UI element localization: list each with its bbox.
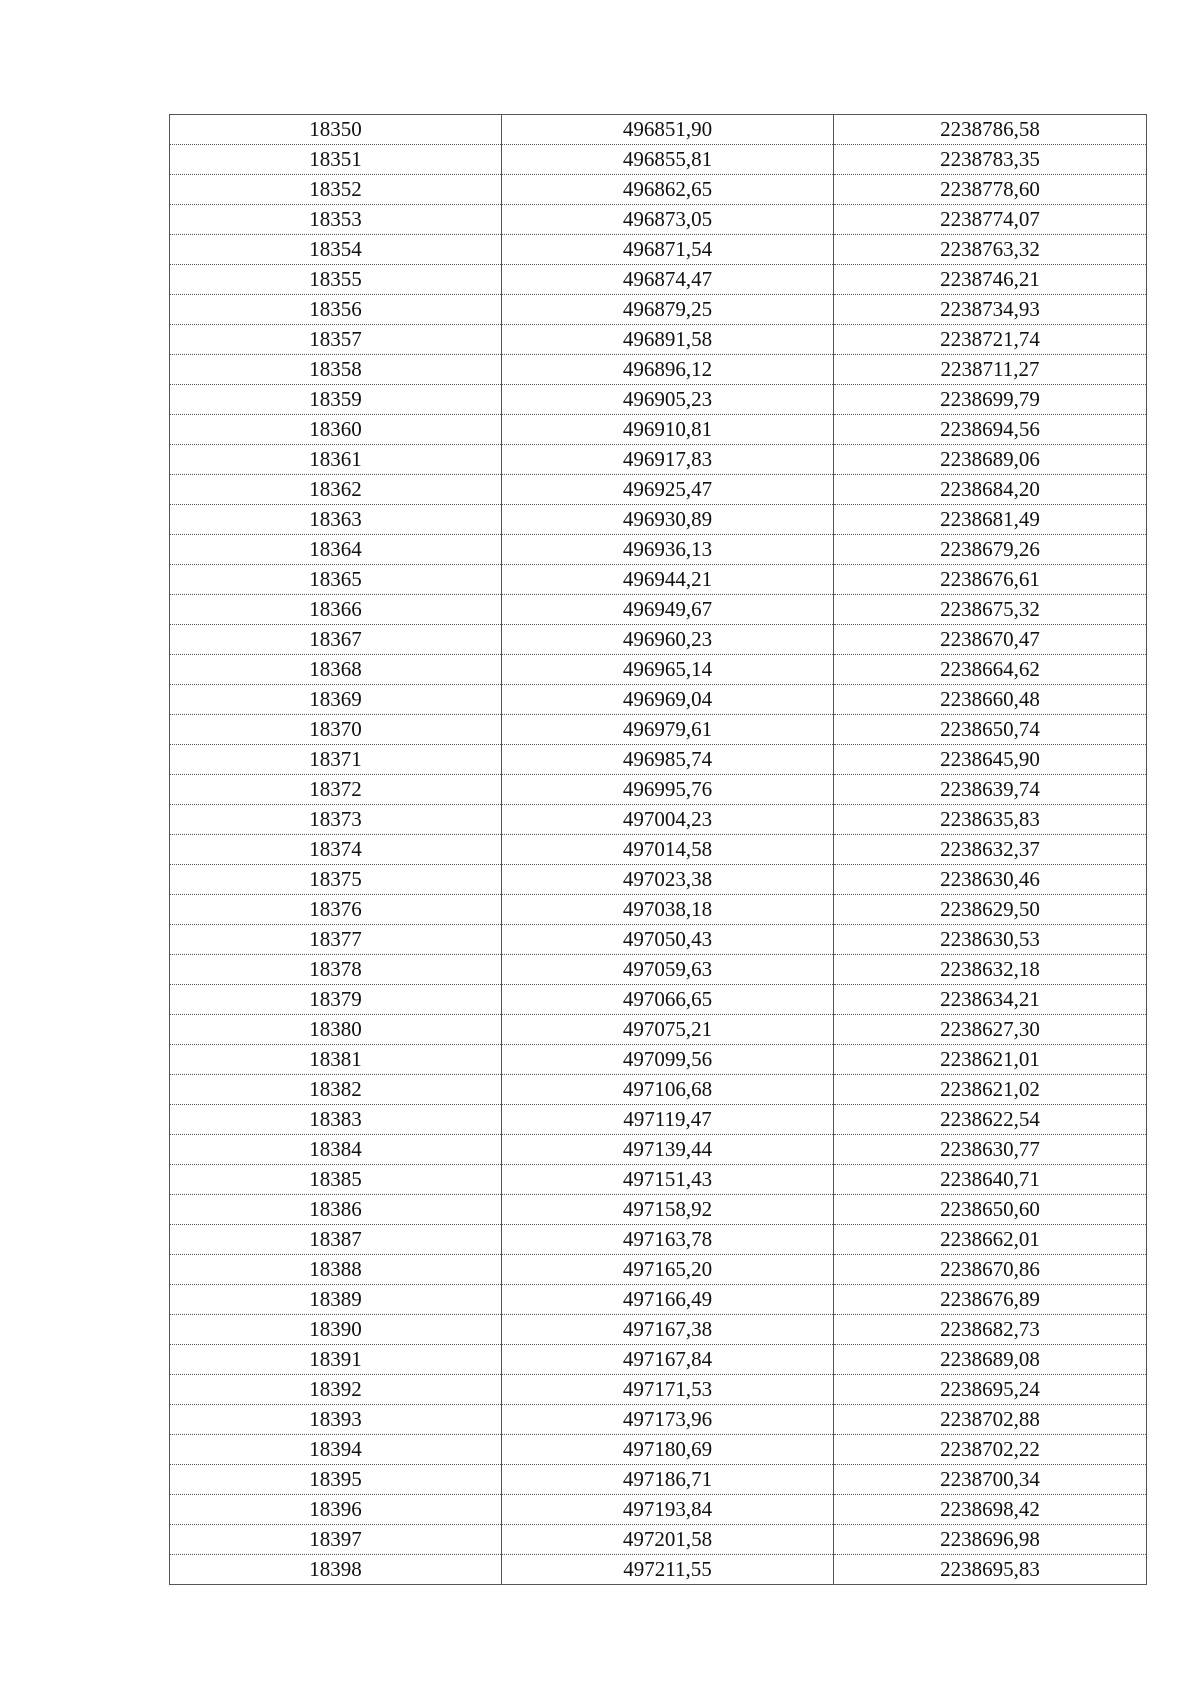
point-number-cell: 18360 [170,415,502,445]
y-coordinate-cell: 2238676,61 [834,565,1147,595]
x-coordinate-cell: 496917,83 [502,445,834,475]
table-row [170,625,1147,655]
x-coordinate-cell: 497059,63 [502,955,834,985]
y-coordinate-cell: 2238645,90 [834,745,1147,775]
x-coordinate-cell: 496891,58 [502,325,834,355]
point-number-cell: 18370 [170,715,502,745]
table-row [170,1405,1147,1435]
x-coordinate-cell: 497038,18 [502,895,834,925]
point-number-cell: 18357 [170,325,502,355]
x-coordinate-cell: 497099,56 [502,1045,834,1075]
y-coordinate-cell: 2238783,35 [834,145,1147,175]
x-coordinate-cell: 496871,54 [502,235,834,265]
y-coordinate-cell: 2238639,74 [834,775,1147,805]
point-number-cell: 18391 [170,1345,502,1375]
x-coordinate-cell: 496979,61 [502,715,834,745]
y-coordinate-cell: 2238763,32 [834,235,1147,265]
x-coordinate-cell: 496949,67 [502,595,834,625]
y-coordinate-cell: 2238702,22 [834,1435,1147,1465]
y-coordinate-cell: 2238640,71 [834,1165,1147,1195]
point-number-cell: 18369 [170,685,502,715]
x-coordinate-cell: 497163,78 [502,1225,834,1255]
table-row [170,715,1147,745]
table-row [170,655,1147,685]
point-number-cell: 18376 [170,895,502,925]
x-coordinate-cell: 497106,68 [502,1075,834,1105]
point-number-cell: 18361 [170,445,502,475]
y-coordinate-cell: 2238746,21 [834,265,1147,295]
y-coordinate-cell: 2238786,58 [834,115,1147,145]
table-row [170,835,1147,865]
x-coordinate-cell: 497165,20 [502,1255,834,1285]
table-row [170,805,1147,835]
y-coordinate-cell: 2238632,18 [834,955,1147,985]
x-coordinate-cell: 497166,49 [502,1285,834,1315]
x-coordinate-cell: 496879,25 [502,295,834,325]
table-row [170,1045,1147,1075]
point-number-cell: 18373 [170,805,502,835]
y-coordinate-cell: 2238664,62 [834,655,1147,685]
y-coordinate-cell: 2238632,37 [834,835,1147,865]
table-row [170,355,1147,385]
point-number-cell: 18368 [170,655,502,685]
y-coordinate-cell: 2238694,56 [834,415,1147,445]
point-number-cell: 18352 [170,175,502,205]
table-row [170,505,1147,535]
x-coordinate-cell: 496873,05 [502,205,834,235]
table-row [170,745,1147,775]
point-number-cell: 18388 [170,1255,502,1285]
y-coordinate-cell: 2238699,79 [834,385,1147,415]
point-number-cell: 18393 [170,1405,502,1435]
y-coordinate-cell: 2238662,01 [834,1225,1147,1255]
point-number-cell: 18356 [170,295,502,325]
table-row [170,895,1147,925]
y-coordinate-cell: 2238621,01 [834,1045,1147,1075]
table-row [170,925,1147,955]
table-row [170,955,1147,985]
x-coordinate-cell: 497023,38 [502,865,834,895]
y-coordinate-cell: 2238698,42 [834,1495,1147,1525]
point-number-cell: 18396 [170,1495,502,1525]
point-number-cell: 18385 [170,1165,502,1195]
x-coordinate-cell: 496910,81 [502,415,834,445]
x-coordinate-cell: 496855,81 [502,145,834,175]
x-coordinate-cell: 497167,38 [502,1315,834,1345]
point-number-cell: 18378 [170,955,502,985]
x-coordinate-cell: 496960,23 [502,625,834,655]
y-coordinate-cell: 2238711,27 [834,355,1147,385]
table-row [170,1495,1147,1525]
x-coordinate-cell: 496930,89 [502,505,834,535]
y-coordinate-cell: 2238695,83 [834,1555,1147,1585]
table-row [170,1015,1147,1045]
x-coordinate-cell: 497171,53 [502,1375,834,1405]
y-coordinate-cell: 2238650,60 [834,1195,1147,1225]
table-row [170,595,1147,625]
table-row [170,865,1147,895]
x-coordinate-cell: 497180,69 [502,1435,834,1465]
table-row [170,685,1147,715]
point-number-cell: 18355 [170,265,502,295]
y-coordinate-cell: 2238681,49 [834,505,1147,535]
x-coordinate-cell: 496874,47 [502,265,834,295]
table-row [170,325,1147,355]
point-number-cell: 18371 [170,745,502,775]
table-row [170,265,1147,295]
table-row [170,1255,1147,1285]
table-row [170,445,1147,475]
x-coordinate-cell: 496995,76 [502,775,834,805]
y-coordinate-cell: 2238629,50 [834,895,1147,925]
y-coordinate-cell: 2238778,60 [834,175,1147,205]
x-coordinate-cell: 496851,90 [502,115,834,145]
y-coordinate-cell: 2238689,08 [834,1345,1147,1375]
y-coordinate-cell: 2238695,24 [834,1375,1147,1405]
y-coordinate-cell: 2238700,34 [834,1465,1147,1495]
y-coordinate-cell: 2238721,74 [834,325,1147,355]
table-row [170,115,1147,145]
table-row [170,1525,1147,1555]
x-coordinate-cell: 496936,13 [502,535,834,565]
table-row [170,1075,1147,1105]
y-coordinate-cell: 2238675,32 [834,595,1147,625]
table-row [170,295,1147,325]
y-coordinate-cell: 2238679,26 [834,535,1147,565]
point-number-cell: 18366 [170,595,502,625]
y-coordinate-cell: 2238682,73 [834,1315,1147,1345]
y-coordinate-cell: 2238670,86 [834,1255,1147,1285]
x-coordinate-cell: 497193,84 [502,1495,834,1525]
point-number-cell: 18392 [170,1375,502,1405]
table-row [170,1225,1147,1255]
point-number-cell: 18386 [170,1195,502,1225]
table-row [170,1465,1147,1495]
table-row [170,475,1147,505]
y-coordinate-cell: 2238627,30 [834,1015,1147,1045]
table-row [170,205,1147,235]
y-coordinate-cell: 2238635,83 [834,805,1147,835]
point-number-cell: 18363 [170,505,502,535]
x-coordinate-cell: 496862,65 [502,175,834,205]
point-number-cell: 18383 [170,1105,502,1135]
table-row [170,145,1147,175]
table-row [170,1345,1147,1375]
point-number-cell: 18390 [170,1315,502,1345]
x-coordinate-cell: 497119,47 [502,1105,834,1135]
point-number-cell: 18358 [170,355,502,385]
y-coordinate-cell: 2238696,98 [834,1525,1147,1555]
table-row [170,385,1147,415]
point-number-cell: 18394 [170,1435,502,1465]
table-row [170,415,1147,445]
point-number-cell: 18380 [170,1015,502,1045]
point-number-cell: 18365 [170,565,502,595]
table-row [170,535,1147,565]
point-number-cell: 18398 [170,1555,502,1585]
point-number-cell: 18384 [170,1135,502,1165]
x-coordinate-cell: 497004,23 [502,805,834,835]
point-number-cell: 18381 [170,1045,502,1075]
x-coordinate-cell: 497151,43 [502,1165,834,1195]
table-row [170,235,1147,265]
x-coordinate-cell: 497173,96 [502,1405,834,1435]
point-number-cell: 18350 [170,115,502,145]
x-coordinate-cell: 497158,92 [502,1195,834,1225]
y-coordinate-cell: 2238702,88 [834,1405,1147,1435]
table-row [170,1435,1147,1465]
point-number-cell: 18379 [170,985,502,1015]
y-coordinate-cell: 2238630,46 [834,865,1147,895]
y-coordinate-cell: 2238650,74 [834,715,1147,745]
point-number-cell: 18364 [170,535,502,565]
y-coordinate-cell: 2238622,54 [834,1105,1147,1135]
table-row [170,1105,1147,1135]
point-number-cell: 18397 [170,1525,502,1555]
x-coordinate-cell: 496905,23 [502,385,834,415]
point-number-cell: 18354 [170,235,502,265]
point-number-cell: 18359 [170,385,502,415]
x-coordinate-cell: 497167,84 [502,1345,834,1375]
point-number-cell: 18375 [170,865,502,895]
x-coordinate-cell: 497211,55 [502,1555,834,1585]
table-row [170,775,1147,805]
y-coordinate-cell: 2238670,47 [834,625,1147,655]
table-row [170,1315,1147,1345]
point-number-cell: 18387 [170,1225,502,1255]
y-coordinate-cell: 2238621,02 [834,1075,1147,1105]
table-row [170,175,1147,205]
point-number-cell: 18395 [170,1465,502,1495]
x-coordinate-cell: 497050,43 [502,925,834,955]
y-coordinate-cell: 2238734,93 [834,295,1147,325]
point-number-cell: 18377 [170,925,502,955]
point-number-cell: 18353 [170,205,502,235]
y-coordinate-cell: 2238630,53 [834,925,1147,955]
point-number-cell: 18351 [170,145,502,175]
table-row [170,1285,1147,1315]
x-coordinate-cell: 496944,21 [502,565,834,595]
x-coordinate-cell: 497066,65 [502,985,834,1015]
y-coordinate-cell: 2238634,21 [834,985,1147,1015]
y-coordinate-cell: 2238630,77 [834,1135,1147,1165]
x-coordinate-cell: 497139,44 [502,1135,834,1165]
x-coordinate-cell: 496969,04 [502,685,834,715]
x-coordinate-cell: 497201,58 [502,1525,834,1555]
x-coordinate-cell: 496985,74 [502,745,834,775]
y-coordinate-cell: 2238689,06 [834,445,1147,475]
y-coordinate-cell: 2238676,89 [834,1285,1147,1315]
x-coordinate-cell: 497186,71 [502,1465,834,1495]
point-number-cell: 18362 [170,475,502,505]
y-coordinate-cell: 2238774,07 [834,205,1147,235]
coordinates-table-body [170,115,1147,1585]
point-number-cell: 18372 [170,775,502,805]
point-number-cell: 18374 [170,835,502,865]
table-row [170,985,1147,1015]
point-number-cell: 18382 [170,1075,502,1105]
table-row [170,1555,1147,1585]
point-number-cell: 18389 [170,1285,502,1315]
x-coordinate-cell: 496896,12 [502,355,834,385]
x-coordinate-cell: 497075,21 [502,1015,834,1045]
table-row [170,565,1147,595]
x-coordinate-cell: 496965,14 [502,655,834,685]
coordinates-table [169,114,1147,1585]
y-coordinate-cell: 2238684,20 [834,475,1147,505]
table-row [170,1135,1147,1165]
point-number-cell: 18367 [170,625,502,655]
x-coordinate-cell: 496925,47 [502,475,834,505]
table-row [170,1375,1147,1405]
table-row [170,1195,1147,1225]
x-coordinate-cell: 497014,58 [502,835,834,865]
y-coordinate-cell: 2238660,48 [834,685,1147,715]
table-row [170,1165,1147,1195]
